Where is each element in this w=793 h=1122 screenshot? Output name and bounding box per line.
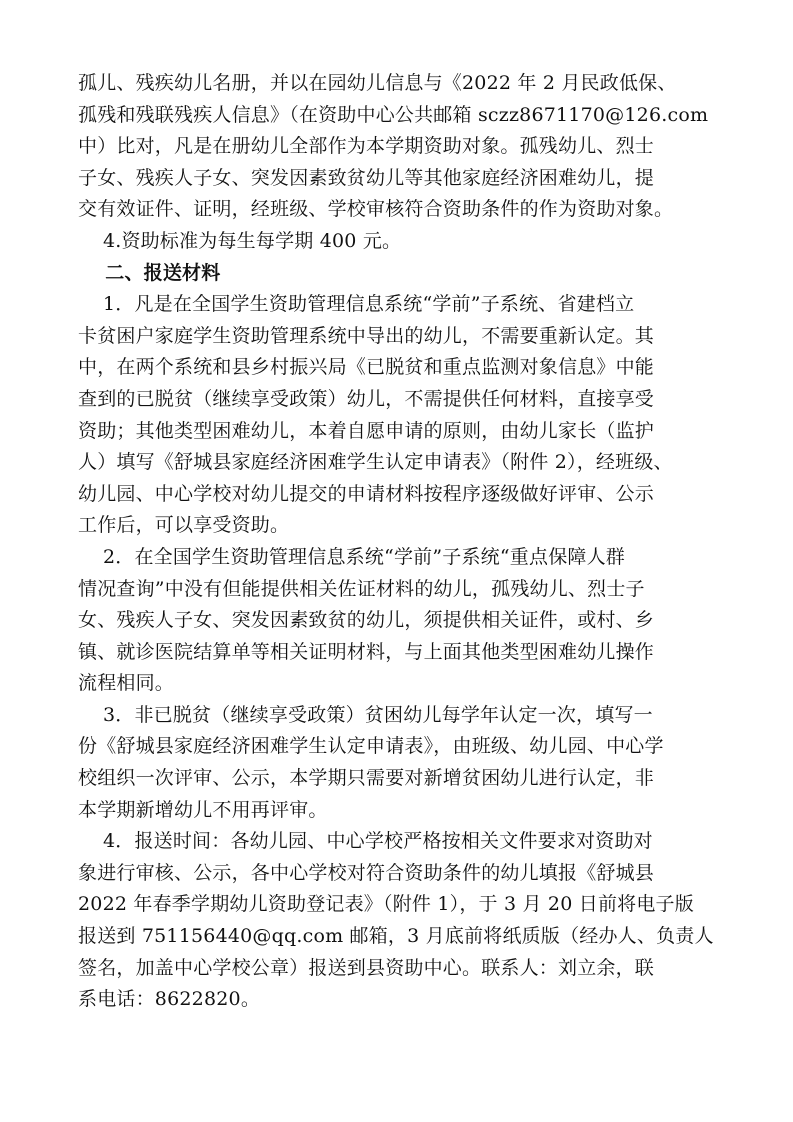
section-heading: 二、报送材料 — [78, 261, 221, 284]
text-line: 1．凡是在全国学生资助管理信息系统“学前”子系统、省建档立 — [78, 293, 635, 316]
text-line: 签名，加盖中心学校公章）报送到县资助中心。联系人：刘立余，联 — [78, 956, 655, 979]
text-line: 中）比对，凡是在册幼儿全部作为本学期资助对象。孤残幼儿、烈士 — [78, 135, 655, 158]
document-page — [78, 68, 715, 1016]
text-line: 情况查询”中没有但能提供相关佐证材料的幼儿，孤残幼儿、烈士子 — [78, 577, 645, 600]
text-line: 2022 年春季学期幼儿资助登记表》（附件 1），于 3 月 20 日前将电子版 — [78, 893, 694, 916]
text-line: 本学期新增幼儿不用再评审。 — [78, 798, 328, 821]
text-line: 象进行审核、公示，各中心学校对符合资助条件的幼儿填报《舒城县 — [78, 861, 655, 884]
text-line: 孤残和残联残疾人信息》（在资助中心公共邮箱 sczz8671170@126.com — [78, 103, 709, 126]
text-line: 4.资助标准为每生每学期 400 元。 — [78, 229, 402, 252]
text-line: 人）填写《舒城县家庭经济困难学生认定申请表》（附件 2），经班级、 — [78, 451, 673, 474]
text-line: 镇、就诊医院结算单等相关证明材料，与上面其他类型困难幼儿操作 — [78, 640, 655, 663]
text-line: 校组织一次评审、公示，本学期只需要对新增贫困幼儿进行认定，非 — [78, 767, 655, 790]
text-line: 2．在全国学生资助管理信息系统“学前”子系统“重点保障人群 — [78, 545, 625, 568]
text-line: 女、残疾人子女、突发因素致贫的幼儿，须提供相关证件，或村、乡 — [78, 609, 655, 632]
text-line: 4．报送时间：各幼儿园、中心学校严格按相关文件要求对资助对 — [78, 830, 653, 853]
text-line: 中，在两个系统和县乡村振兴局《已脱贫和重点监测对象信息》中能 — [78, 356, 655, 379]
text-line: 报送到 751156440@qq.com 邮箱，3 月底前将纸质版（经办人、负责人 — [78, 925, 714, 948]
text-line: 交有效证件、证明，经班级、学校审核符合资助条件的作为资助对象。 — [78, 198, 674, 221]
text-line: 卡贫困户家庭学生资助管理系统中导出的幼儿，不需要重新认定。其 — [78, 324, 655, 347]
text-line: 工作后，可以享受资助。 — [78, 514, 290, 537]
text-line: 孤儿、残疾幼儿名册，并以在园幼儿信息与《2022 年 2 月民政低保、 — [78, 72, 677, 94]
text-line: 查到的已脱贫（继续享受政策）幼儿，不需提供任何材料，直接享受 — [78, 387, 655, 410]
text-line: 资助；其他类型困难幼儿，本着自愿申请的原则，由幼儿家长（监护 — [78, 419, 655, 442]
text-line: 系电话：8622820。 — [78, 988, 261, 1011]
text-line: 流程相同。 — [78, 672, 175, 695]
text-line: 3．非已脱贫（继续享受政策）贫困幼儿每学年认定一次，填写一 — [78, 703, 653, 726]
text-line: 份《舒城县家庭经济困难学生认定申请表》，由班级、幼儿园、中心学 — [78, 735, 664, 758]
text-line: 幼儿园、中心学校对幼儿提交的申请材料按程序逐级做好评审、公示 — [78, 482, 655, 505]
text-line: 子女、残疾人子女、突发因素致贫幼儿等其他家庭经济困难幼儿，提 — [78, 166, 655, 189]
